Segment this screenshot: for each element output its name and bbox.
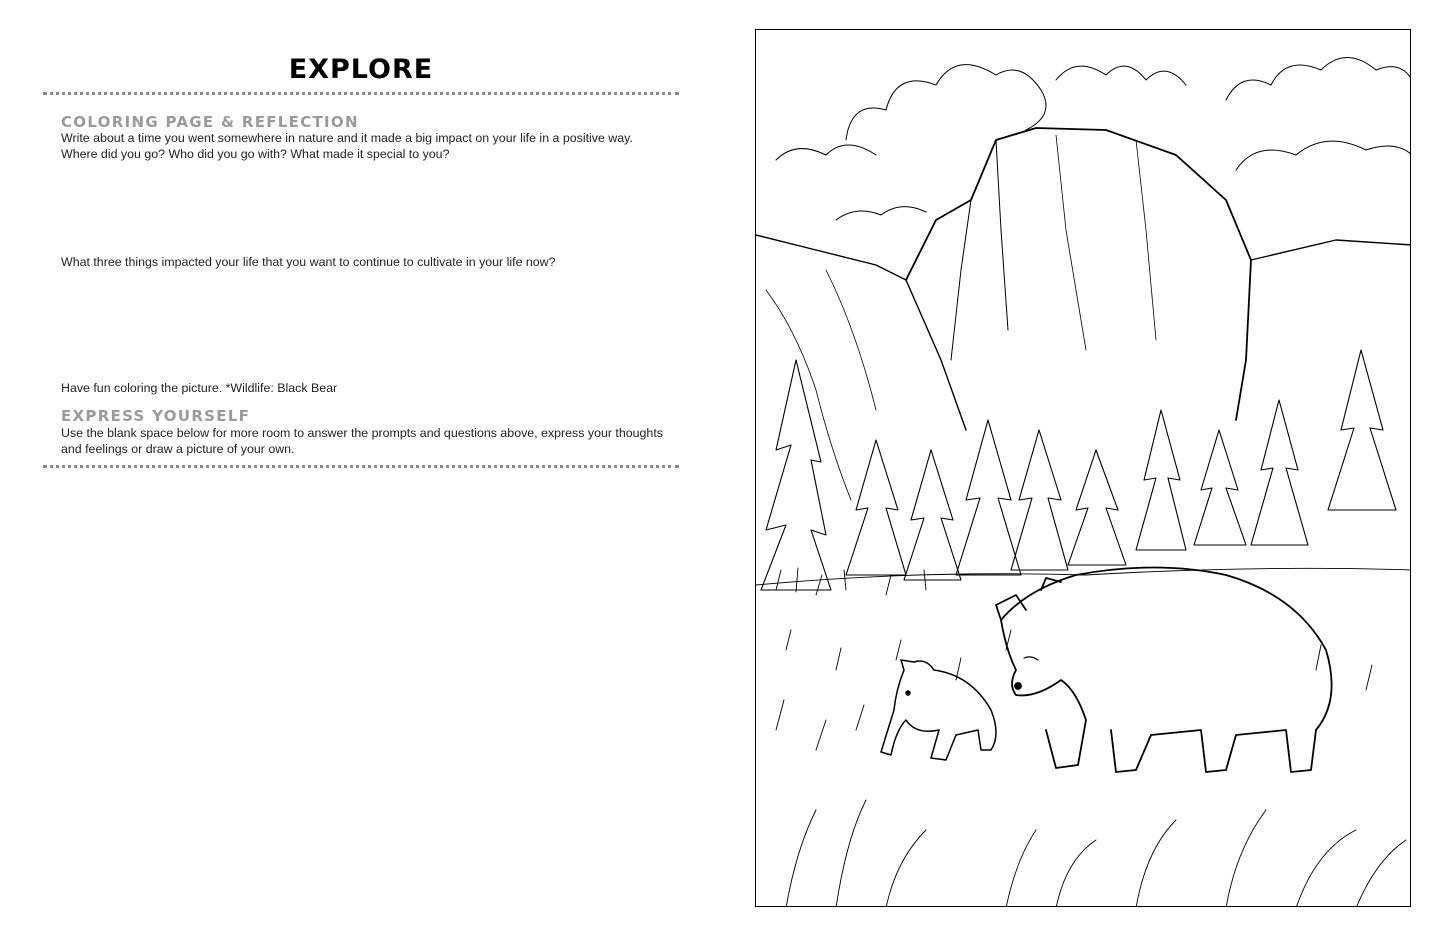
clouds (776, 58, 1411, 221)
mountain-half-dome (756, 128, 1411, 430)
prompt-nature-memory: Write about a time you went somewhere in nature and it made a big impact on your life in a positive way. Where did you go? Who did you go with? What made it special to you? (61, 131, 633, 161)
left-page (0, 0, 720, 935)
dotted-divider-bottom (43, 465, 679, 468)
black-bear-mother (996, 568, 1332, 773)
prompt-three-things: What three things impacted your life that you want to continue to cultivate in your life now? (61, 255, 556, 269)
pine-trees (761, 350, 1396, 590)
section-heading-express: EXPRESS YOURSELF (61, 407, 251, 425)
coloring-illustration (755, 29, 1411, 907)
prompt-express-yourself: Use the blank space below for more room to answer the prompts and questions above, express your thoughts and feelings or draw a picture of your own. (61, 426, 663, 456)
black-bear-cub (881, 660, 996, 760)
dotted-divider-top (43, 92, 679, 95)
page-title: EXPLORE (288, 54, 434, 85)
prompt-coloring-instruction: Have fun coloring the picture. *Wildlife: Black Bear (61, 381, 338, 395)
section-heading-coloring: COLORING PAGE & REFLECTION (61, 113, 359, 131)
